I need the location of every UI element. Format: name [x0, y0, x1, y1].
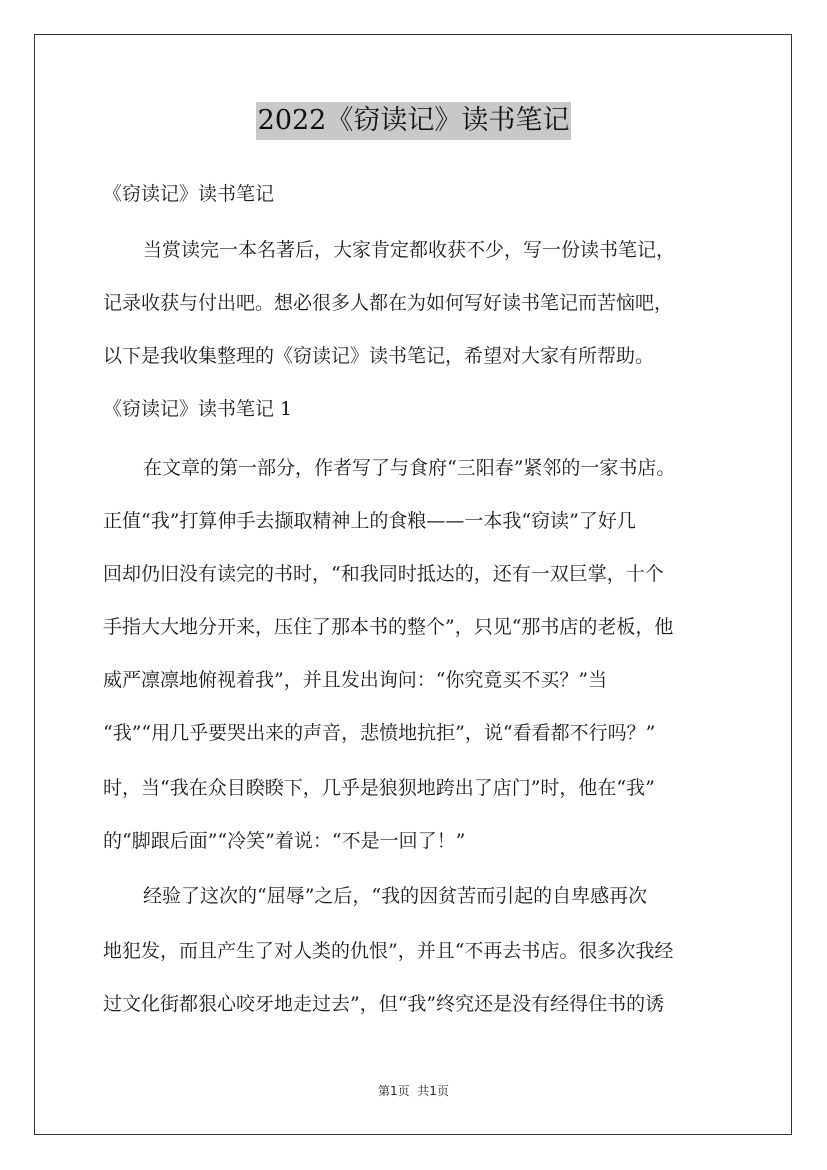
paragraph-line: 以下是我收集整理的《窃读记》读书笔记，希望对大家有所帮助。	[103, 345, 655, 367]
paragraph-line: 当赏读完一本名著后，大家肯定都收获不少，写一份读书笔记，	[143, 239, 676, 261]
paragraph-line: 手指大大地分开来，压住了那本书的整个”，只见“那书店的老板，他	[103, 616, 674, 638]
paragraph-line: 时，当“我在众目睽睽下，几乎是狼狈地跨出了店门”时，他在“我”	[103, 777, 655, 799]
section-heading: 《窃读记》读书笔记	[103, 183, 275, 205]
paragraph-line: 记录收获与付出吧。想必很多人都在为如何写好读书笔记而苦恼吧，	[103, 292, 674, 314]
document-title: 2022《窃读记》读书笔记	[256, 102, 572, 140]
paragraph-line: “我”“用几乎要哭出来的声音，悲愤地抗拒”，说“看看都不行吗？”	[103, 722, 656, 744]
paragraph-line: 正值“我”打算伸手去撷取精神上的食粮——一本我“窃读”了好几	[103, 510, 636, 532]
title-container	[0, 102, 827, 140]
paragraph-line: 在文章的第一部分，作者写了与食府“三阳春”紧邻的一家书店。	[143, 457, 676, 479]
paragraph-line: 经验了这次的“屈辱”之后，“我的因贫苦而引起的自卑感再次	[143, 885, 648, 907]
paragraph-line: 的“脚跟后面”“冷笑”着说：“不是一回了！”	[103, 830, 466, 852]
paragraph-line: 回却仍旧没有读完的书时，“和我同时抵达的，还有一双巨掌，十个	[103, 563, 664, 585]
page-footer: 第1页 共1页	[378, 1084, 449, 1098]
paragraph-line: 地犯发，而且产生了对人类的仇恨”，并且“不再去书店。很多次我经	[103, 940, 674, 962]
paragraph-line: 威严凛凛地俯视着我”，并且发出询问：“你究竟买不买？”当	[103, 669, 608, 691]
paragraph-line: 过文化街都狠心咬牙地走过去”，但“我”终究还是没有经得住书的诱	[103, 993, 665, 1015]
section-heading: 《窃读记》读书笔记 1	[103, 398, 293, 420]
